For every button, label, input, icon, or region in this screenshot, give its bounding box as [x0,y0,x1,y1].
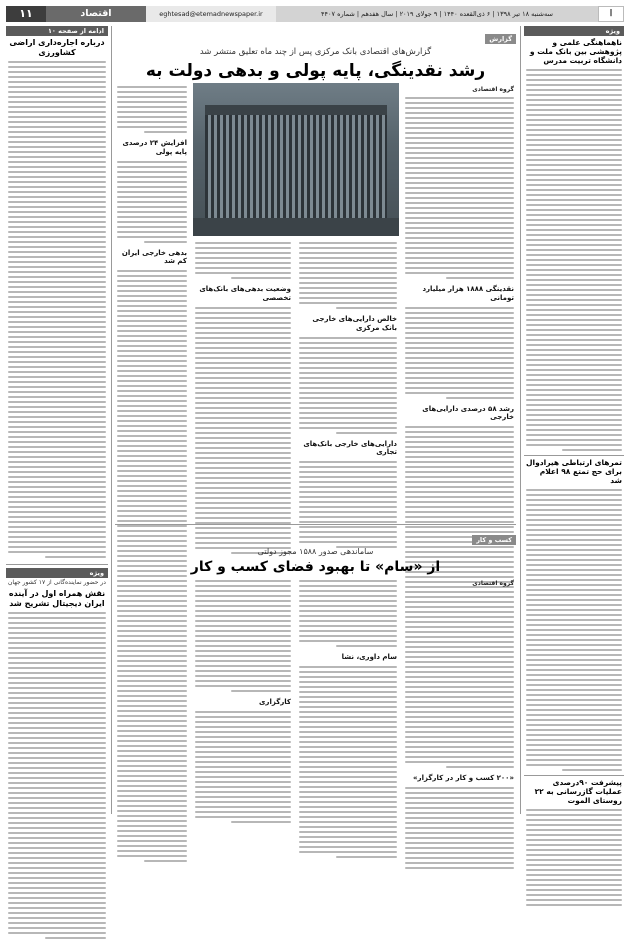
main-byline: گروه اقتصادی [472,86,514,93]
lower-headline: از «سام» تا بهبود فضای کسب و کار [190,559,441,575]
article-body [524,807,624,906]
article-body [524,67,624,451]
lower-subhead: کارگزاری [259,698,291,706]
main-kicker: گزارش‌های اقتصادی بانک مرکزی پس از چند ماه تعلیق منتشر شد [199,47,432,57]
column-rule [520,26,521,814]
lower-story-header [115,527,516,575]
lower-story-column-3 [193,578,293,816]
main-story-column-1 [403,84,516,592]
right-headline-3: پیشرفت ۹۰درصدی عملیات گازرسانی به ۲۲ روستای الموت [524,775,624,807]
lower-subhead: «۲۰۰ کسب و کار در کارگزار» [413,774,514,782]
section-tag: کسب و کار [472,535,516,545]
section-tag: ویژه [6,568,108,578]
left-kicker-2: در حضور نماینده‌گانی از ۱۷ کشور جهان [8,579,106,587]
article-body [524,487,624,771]
page-number: ۱۱ [6,6,46,22]
section-tag: ادامه از صفحه ۱۰ [6,26,108,36]
main-headline: رشد نقدینگی، پایه پولی و بدهی دولت به [145,61,486,81]
story-divider [115,524,516,525]
main-subhead: نقدینگی ۱۸۸۸ هزار میلیارد تومانی [422,285,514,302]
main-story-column-4 [115,84,189,504]
section-title: اقتصاد [46,6,146,22]
main-subhead: بدهی خارجی ایران کم شد [121,248,187,266]
main-story-column-3 [193,240,293,520]
column-rule [111,26,112,814]
main-story-header [115,26,516,82]
building-base [193,218,399,236]
left-column [6,26,108,816]
main-subhead: وضعیت بدهی‌های بانک‌های تخصصی [199,285,291,302]
main-story-column-2 [297,240,399,520]
left-headline-1: درباره اجاره‌داری اراضی کشاورزی [9,38,105,57]
main-subhead: خالص دارایی‌های خارجی بانک مرکزی [312,315,397,332]
newspaper-logo [598,6,624,22]
right-headline-2: تمرهای ارتباطی هیرادوال برای حج تمتع ۹۸ اعلام شد [524,455,624,487]
lower-byline: گروه اقتصادی [472,580,514,587]
left-headline-2: نقش همراه اول در آینده ایران دیجیتال تشریح شد [8,589,106,608]
main-subhead: دارایی‌های خارجی بانک‌های تجاری [303,439,397,457]
logo-mark: ا [609,9,613,19]
lower-story-column-1 [403,578,516,816]
section-tag: گزارش [485,34,516,44]
building-facade [205,105,387,236]
main-subhead: افزایش ۲۴ درصدی پایه پولی [122,139,187,156]
date-line: سه‌شنبه ۱۸ تیر ۱۳۹۸ | ۶ ذی‌القعده ۱۴۴۰ | ۹ جولای ۲۰۱۹ | سال هفدهم | شماره ۴۴۰۷ [276,6,598,22]
lower-story-column-2 [297,578,399,816]
lower-subhead: سام داوری، نشا [341,653,397,661]
central-bank-building-photo [193,83,399,236]
right-headline-1: ناهماهنگی علمی و پژوهشی بین بانک ملت و دانشگاه تربیت مدرس [529,38,622,65]
right-column [524,26,624,816]
section-tag: ویژه [524,26,624,36]
lower-story-column-4 [115,578,189,816]
lower-kicker: ساماندهی صدور ۱۵۸۸ مجوز دولتی [257,547,374,556]
masthead [6,6,624,22]
email-address[interactable]: eghtesad@etemadnewspaper.ir [146,6,276,22]
main-subhead: رشد ۵۸ درصدی دارایی‌های خارجی [422,404,514,422]
